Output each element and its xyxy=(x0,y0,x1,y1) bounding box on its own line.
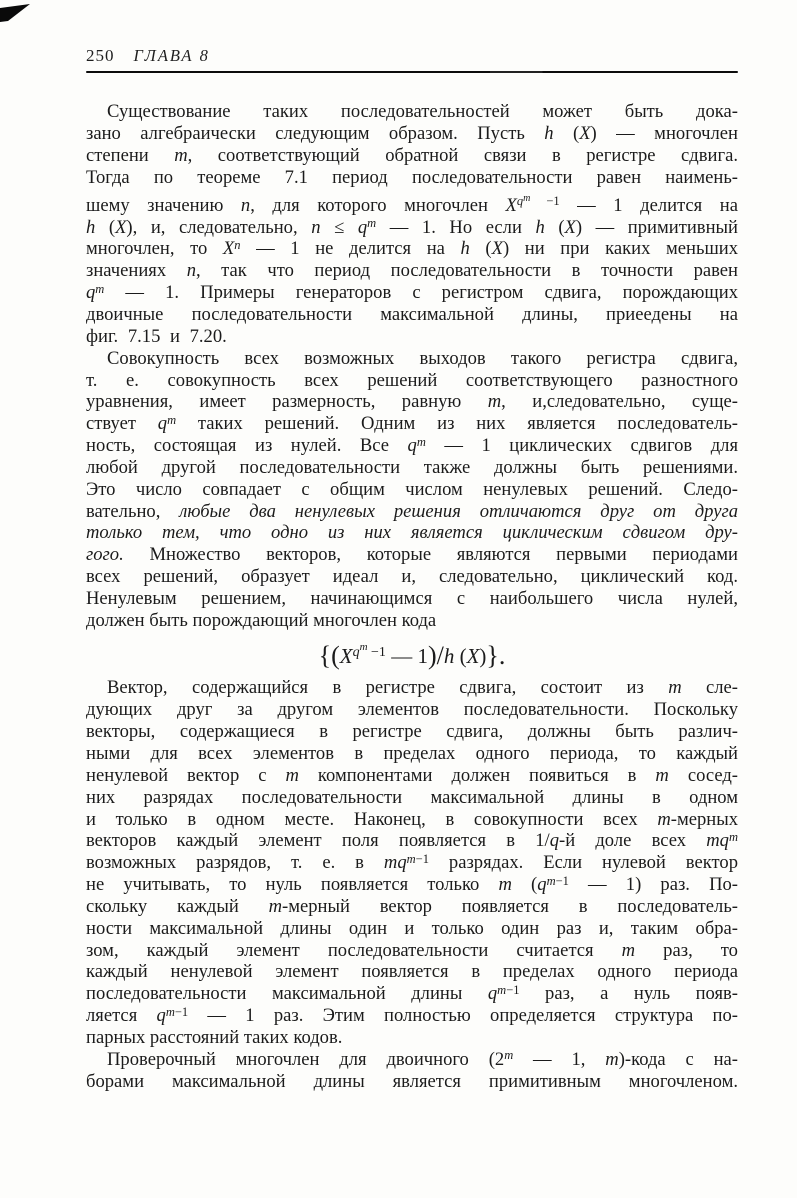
text-line xyxy=(86,787,738,809)
text-segment: ными для всех элементов в пределах одного периода, то каждый xyxy=(86,743,738,765)
text-segment: последовательности максимальной длины xyxy=(86,983,488,1005)
text-segment: −1 xyxy=(530,194,560,209)
text-segment: n xyxy=(234,237,241,252)
text-segment: , для которого многочлен xyxy=(250,194,506,216)
text-segment: m xyxy=(668,677,682,699)
text-segment: −1 xyxy=(415,851,429,866)
text-line xyxy=(86,217,738,239)
text-segment: ) xyxy=(479,643,487,668)
text-segment: )-кода с на- xyxy=(618,1048,738,1070)
text-line xyxy=(86,852,738,874)
text-segment: X xyxy=(505,194,517,216)
text-segment: ности максимальной длины один и только один раз и, таким обра- xyxy=(86,917,738,939)
text-segment: -й доле всех xyxy=(559,830,707,852)
paragraph-2 xyxy=(86,348,738,632)
text-line xyxy=(86,457,738,479)
text-segment: ) — примитивный xyxy=(575,216,738,238)
text-segment: h xyxy=(544,123,554,145)
text-segment: ), и, следовательно, xyxy=(126,216,312,238)
text-segment: ( xyxy=(469,238,492,260)
text-segment: ) ни при каких меньших xyxy=(503,238,739,260)
text-segment: mq xyxy=(706,830,729,852)
text-line xyxy=(86,610,738,632)
text-segment: m xyxy=(523,192,531,204)
text-segment: X xyxy=(466,643,480,668)
text-segment: mq xyxy=(383,852,407,874)
text-segment: -мерных xyxy=(670,808,738,830)
text-segment: любые два ненулевых решения отличаются друг от друга xyxy=(179,500,738,522)
text-segment: должен быть порождающий многочлен кода xyxy=(86,609,437,631)
text-segment: m xyxy=(655,764,669,786)
text-segment: Тогда по теореме 7.1 период последовательности равен наимень- xyxy=(86,166,738,188)
text-line xyxy=(86,940,738,962)
text-segment: ( xyxy=(553,123,580,145)
text-segment: ( xyxy=(95,216,116,238)
text-line xyxy=(86,348,738,370)
text-segment: m xyxy=(359,641,368,654)
text-segment: Совокупность всех возможных выходов такого регистра сдвига, xyxy=(107,347,738,369)
text-line xyxy=(86,238,738,260)
text-segment: уравнения, имеет размерность, равную xyxy=(86,391,488,413)
text-segment: каждый ненулевой элемент появляется в пределах одного периода xyxy=(86,961,738,983)
text-segment: не учитывать, то нуль появляется только xyxy=(86,874,499,896)
text-segment: m xyxy=(174,145,188,167)
text-segment: Это число совпадает с общим числом ненулевых решений. Следо- xyxy=(86,478,738,500)
text-line xyxy=(86,260,738,282)
text-segment: раз, а нуль появ- xyxy=(519,983,739,1005)
text-segment: m xyxy=(95,281,105,296)
text-segment: q xyxy=(549,830,560,852)
text-segment: m xyxy=(621,939,636,961)
text-segment: h xyxy=(535,216,545,238)
text-segment: q xyxy=(487,983,498,1005)
text-segment: — 1, xyxy=(513,1048,606,1070)
text-segment: Ненулевым решением, начинающимся с наибольшего числа нулей, xyxy=(86,587,738,609)
text-segment: {( xyxy=(318,640,340,670)
text-segment: m xyxy=(497,982,507,997)
text-segment: n xyxy=(240,194,251,216)
text-segment: и только в одном месте. Наконец, в совокупности всех xyxy=(86,808,658,830)
text-segment: борами максимальной длины является примитивным многочленом. xyxy=(86,1070,738,1092)
text-segment: раз, то xyxy=(635,939,738,961)
text-line xyxy=(86,1049,738,1071)
text-segment: вательно, xyxy=(86,500,180,522)
text-segment: m xyxy=(367,216,377,231)
text-segment: n xyxy=(311,216,321,238)
text-segment: ность, состоящая из нулей. Все xyxy=(86,435,408,457)
text-segment: m xyxy=(285,764,299,786)
text-segment: степени xyxy=(86,145,175,167)
text-segment: дующих друг за другом элементов последовательности. Поскольку xyxy=(86,699,738,721)
text-line xyxy=(86,123,738,145)
text-segment: шему значению xyxy=(86,194,241,216)
text-segment: Множество векторов, которые являются первыми периодами xyxy=(123,544,738,566)
text-segment: −1 xyxy=(367,644,386,660)
body-text xyxy=(86,101,738,1092)
text-line xyxy=(86,282,738,304)
text-segment: m xyxy=(165,1004,175,1019)
text-segment: парных расстояний таких кодов. xyxy=(86,1026,343,1048)
text-line xyxy=(86,699,738,721)
text-segment: h xyxy=(86,216,96,238)
text-segment: m xyxy=(546,873,556,888)
text-segment: ляется xyxy=(86,1005,157,1027)
text-segment: любой другой последовательности также должны быть решениями. xyxy=(86,456,738,478)
text-segment: — 1) раз. По- xyxy=(568,874,739,896)
text-segment: всех решений, образует идеал и, следовательно, циклический код. xyxy=(86,566,738,588)
text-segment: −1 xyxy=(555,873,569,888)
text-segment: многочлен, то xyxy=(86,238,223,260)
text-segment: q xyxy=(357,216,368,238)
text-segment: X xyxy=(222,238,235,260)
text-segment: фиг. 7.15 и 7.20. xyxy=(86,325,227,347)
text-segment: n xyxy=(186,260,196,282)
text-segment: — 1 раз. Этим полностью определяется структура по- xyxy=(188,1005,738,1027)
text-line xyxy=(86,304,738,326)
text-segment: — 1. Но если xyxy=(376,216,536,238)
text-segment: скольку каждый xyxy=(86,895,269,917)
text-segment: X xyxy=(115,216,127,238)
text-segment: X xyxy=(491,238,503,260)
text-segment: ( xyxy=(511,874,538,896)
text-segment: — 1. Примеры генераторов с регистром сдвига, порождающих xyxy=(104,282,738,304)
text-segment: ненулевой вектор с xyxy=(86,764,286,786)
text-segment: m xyxy=(498,874,512,896)
text-line xyxy=(86,101,738,123)
text-segment: значениях xyxy=(86,260,187,282)
text-line xyxy=(86,743,738,765)
text-segment: m xyxy=(504,1048,514,1063)
text-line xyxy=(86,1005,738,1027)
paragraph-4 xyxy=(86,1049,738,1093)
text-segment: сосед- xyxy=(668,764,738,786)
text-line xyxy=(86,874,738,896)
text-segment: зом, каждый элемент последовательности считается xyxy=(86,939,622,961)
text-segment: q xyxy=(157,413,168,435)
text-segment: q xyxy=(352,644,360,660)
text-line xyxy=(86,522,738,544)
text-segment: , так что период последовательности в точности равен xyxy=(196,260,738,282)
text-segment: q xyxy=(86,282,96,304)
text-segment: m xyxy=(416,434,426,449)
text-segment: m xyxy=(728,829,738,844)
text-line xyxy=(86,145,738,167)
text-line xyxy=(86,809,738,831)
text-segment: X xyxy=(564,216,576,238)
text-segment: гого. xyxy=(86,544,124,566)
text-line xyxy=(86,588,738,610)
text-line xyxy=(86,896,738,918)
text-segment: векторы, содержащиеся в регистре сдвига, должны быть различ- xyxy=(86,721,738,743)
text-segment: q xyxy=(516,194,524,209)
text-line xyxy=(86,677,738,699)
text-segment: — 1 делится на xyxy=(559,194,738,216)
text-segment: m xyxy=(167,412,177,427)
text-segment: ствует xyxy=(86,413,158,435)
text-segment: X xyxy=(339,643,353,668)
text-line xyxy=(86,326,738,348)
text-segment: }. xyxy=(486,640,506,670)
text-line xyxy=(86,721,738,743)
text-segment: компонентами должен появиться в xyxy=(298,764,656,786)
paragraph-1 xyxy=(86,101,738,347)
text-segment: )/ xyxy=(427,640,444,670)
text-line xyxy=(86,435,738,457)
text-segment: зано алгебраически следующим образом. Пусть xyxy=(86,123,545,145)
text-segment: них разрядах последовательности максимальной длины в одном xyxy=(86,786,738,808)
text-segment: q xyxy=(537,874,547,896)
text-segment: q xyxy=(407,435,417,457)
text-segment: , и,следовательно, суще- xyxy=(501,391,738,413)
text-segment: m xyxy=(487,391,502,413)
text-segment: Существование таких последовательностей может быть дока- xyxy=(107,101,738,123)
text-segment: ( xyxy=(454,643,467,668)
chapter-title: ГЛАВА 8 xyxy=(133,46,210,65)
text-line xyxy=(86,830,738,852)
text-segment: q xyxy=(156,1005,166,1027)
text-segment: только тем, что одно из них является циклическим сдвигом дру- xyxy=(86,522,738,544)
text-segment: m xyxy=(657,808,671,830)
text-line xyxy=(86,983,738,1005)
text-segment: m xyxy=(268,895,283,917)
text-segment: возможных разрядов, т. е. в xyxy=(86,852,384,874)
text-line xyxy=(86,167,738,189)
text-segment: двоичные последовательности максимальной длины, приеедены на xyxy=(86,303,738,325)
page-content xyxy=(86,46,738,1093)
text-segment: т. е. совокупность всех решений соответствующего разностного xyxy=(86,369,738,391)
text-line xyxy=(86,479,738,501)
page-number: 250 xyxy=(86,46,115,65)
text-line xyxy=(86,566,738,588)
text-segment: −1 xyxy=(174,1004,189,1019)
text-segment: — 1 не делится на xyxy=(240,238,461,260)
text-line xyxy=(86,370,738,392)
text-segment: ( xyxy=(544,216,565,238)
running-header xyxy=(86,46,738,66)
text-segment: X xyxy=(579,123,591,145)
text-segment: -мерный вектор появляется в последователь- xyxy=(282,895,738,917)
text-segment: — 1 циклических сдвигов для xyxy=(425,435,739,457)
text-line xyxy=(86,501,738,523)
text-segment: ) — многочлен xyxy=(590,123,739,145)
text-segment: h xyxy=(443,643,455,668)
text-segment: Проверочный многочлен для двоичного (2 xyxy=(107,1048,505,1070)
text-segment: h xyxy=(460,238,470,260)
text-segment: таких решений. Одним из них является последователь- xyxy=(176,413,738,435)
text-segment: , соответствующий обратной связи в регистре сдвига. xyxy=(187,145,738,167)
code-generator-polynomial-formula xyxy=(86,632,738,678)
text-segment: — 1 xyxy=(385,643,428,668)
text-segment: разрядах. Если нулевой вектор xyxy=(428,852,738,874)
text-line xyxy=(86,961,738,983)
text-segment: векторов каждый элемент поля появляется в 1/ xyxy=(86,830,550,852)
text-line xyxy=(86,391,738,413)
text-line xyxy=(86,413,738,435)
text-segment: ≤ xyxy=(320,216,358,238)
paragraph-3 xyxy=(86,677,738,1048)
text-segment: m xyxy=(605,1048,619,1070)
text-line xyxy=(86,1071,738,1093)
text-segment: −1 xyxy=(506,982,520,997)
text-line xyxy=(86,918,738,940)
header-rule xyxy=(86,71,738,73)
text-line xyxy=(86,544,738,566)
text-segment: Вектор, содержащийся в регистре сдвига, состоит из xyxy=(107,677,669,699)
text-line xyxy=(86,192,738,217)
text-segment: сле- xyxy=(681,677,738,699)
text-line xyxy=(86,765,738,787)
text-segment: m xyxy=(406,851,416,866)
scan-corner-artifact xyxy=(0,2,36,28)
text-line xyxy=(86,1027,738,1049)
